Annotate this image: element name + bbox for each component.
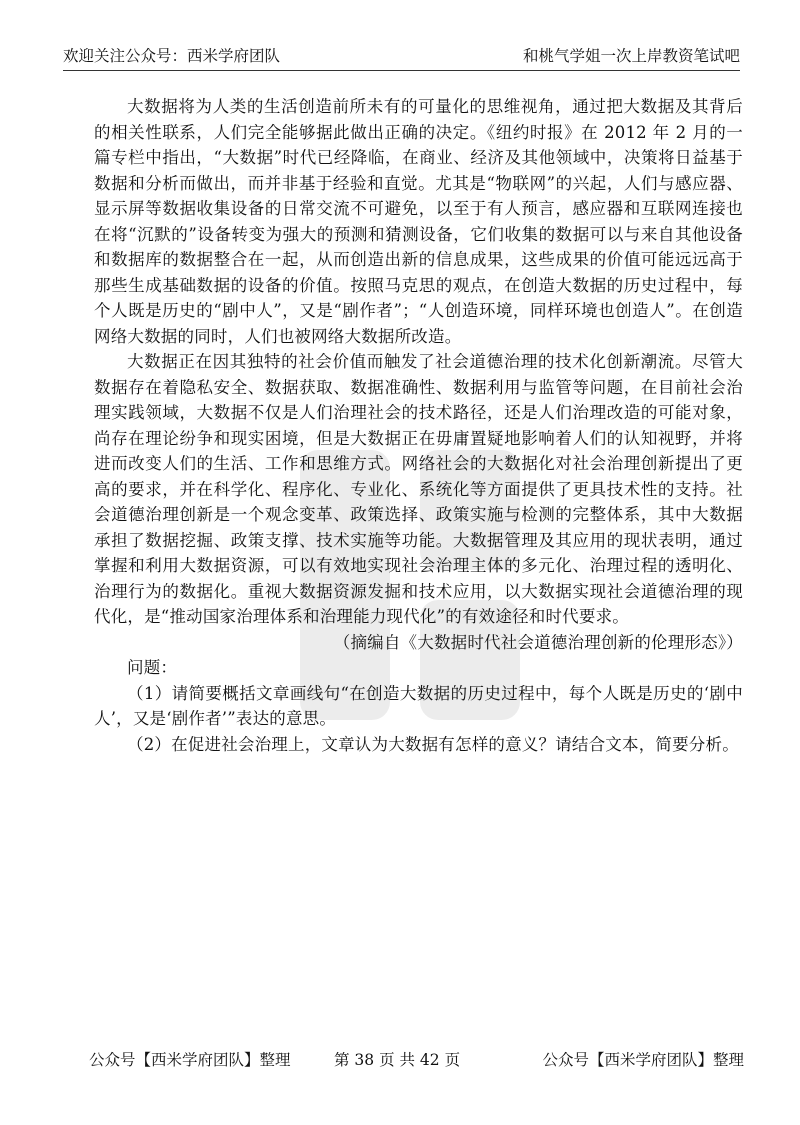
header-left-text: 欢迎关注公众号：西米学府团队 bbox=[63, 47, 281, 65]
footer-left-text: 公众号【西米学府团队】整理 bbox=[89, 1051, 291, 1069]
page-footer bbox=[89, 1047, 744, 1073]
article-paragraph: 大数据正在因其独特的社会价值而触发了社会道德治理的技术化创新潮流。尽管大数据存在着隐私安全、数据获取、数据准确性、数据利用与监管等问题，在目前社会治理实践领域，大数据不仅是人们治理社会的技术路径，还是人们治理改造的可能对象，尚存在理论纷争和现实困境，但是大数据正在毋庸置疑地影响着人们的认知视野，并将进而改变人们的生活、工作和思维方式。网络社会的大数据化对社会治理创新提出了更高的要求，并在科学化、程序化、专业化、系统化等方面提供了更具技术性的支持。社会道德治理创新是一个观念变革、政策选择、政策实施与检测的完整体系，其中大数据承担了数据挖掘、政策支撑、技术实施等功能。大数据管理及其应用的现状表明，通过掌握和利用大数据资源，可以有效地实现社会治理主体的多元化、治理过程的透明化、治理行为的数据化。重视大数据资源发掘和技术应用，以大数据实现社会道德治理的现代化，是“推动国家治理体系和治理能力现代化”的有效途径和时代要求。 bbox=[94, 352, 743, 626]
page-header bbox=[63, 42, 740, 71]
questions-label: 问题： bbox=[127, 658, 178, 677]
question-item: （2）在促进社会治理上，文章认为大数据有怎样的意义？请结合文本，简要分析。 bbox=[127, 734, 739, 754]
article-source: （摘编自《大数据时代社会道德治理创新的伦理形态》） bbox=[333, 632, 743, 652]
article-body bbox=[94, 94, 743, 757]
header-right-text: 和桃气学姐一次上岸教资笔试吧 bbox=[522, 47, 740, 65]
article-paragraph: 大数据将为人类的生活创造前所未有的可量化的思维视角，通过把大数据及其背后的相关性联系，人们完全能够据此做出正确的决定。《纽约时报》在 2012 年 2 月的一篇专栏中指出，“大数据”时代已经降临，在商业、经济及其他领域中，决策将日益基于数据和分析而做出，而并非基于经验和直觉。尤其是“物联网”的兴起，人们与感应器、显示屏等数据收集设备的日常交流不可避免，以至于有人预言，感应器和互联网连接也在将“沉默的”设备转变为强大的预测和猜测设备，它们收集的数据可以与来自其他设备和数据库的数据整合在一起，从而创造出新的信息成果，这些成果的价值可能远远高于那些生成基础数据的设备的价值。按照马克思的观点，在创造大数据的历史过程中，每个人既是历史的“剧中人”，又是“剧作者”；“人创造环境，同样环境也创造人”。在创造网络大数据的同时，人们也被网络大数据所改造。 bbox=[94, 97, 743, 346]
footer-right-text: 公众号【西米学府团队】整理 bbox=[542, 1051, 744, 1069]
page-number: 第 38 页 共 42 页 bbox=[334, 1051, 461, 1069]
question-item: （1）请简要概括文章画线句“在创造大数据的历史过程中，每个人既是历史的‘剧中人’，又是‘剧作者’”表达的意思。 bbox=[94, 683, 743, 728]
